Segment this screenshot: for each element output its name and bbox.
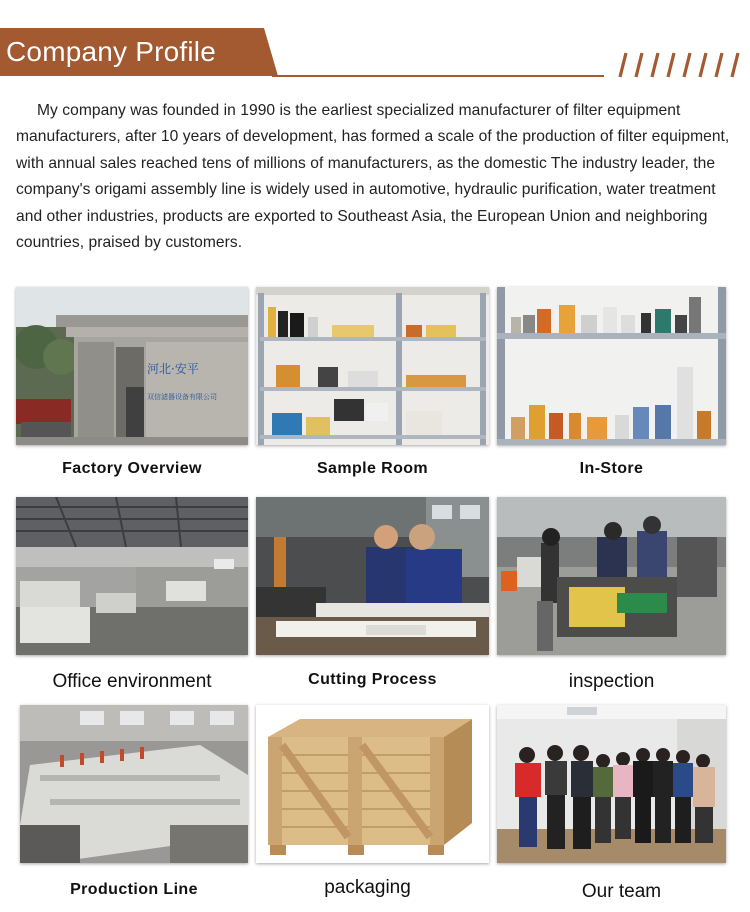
- caption-production-line: Production Line: [70, 881, 198, 898]
- caption-cutting-process: Cutting Process: [308, 671, 437, 688]
- company-intro: My company was founded in 1990 is the earliest specialized manufacturer of filter equipment manufacturers, after 10 years of development, has formed a scale of the production of filter equipment, with annual sales reached tens of millions of manufacturers, as the domestic The industry leader, the company's origami assembly line is widely used in automotive, hydraulic purification, water treatment and other industries, products are exported to Southeast Asia, the European Union and neighboring countries, praised by customers.: [16, 102, 730, 252]
- office-environment-photo: [16, 497, 248, 655]
- page-title: Company Profile: [6, 36, 216, 67]
- cutting-process-photo: [256, 497, 489, 655]
- title-underline: [272, 75, 604, 77]
- our-team-photo: [497, 705, 726, 863]
- in-store-photo: [497, 287, 726, 445]
- caption-factory-overview: Factory Overview: [62, 460, 202, 477]
- factory-overview-photo: [16, 287, 248, 445]
- caption-office-environment: Office environment: [52, 671, 212, 692]
- caption-inspection: inspection: [568, 671, 655, 692]
- slash-decoration: [612, 51, 744, 79]
- caption-in-store: In-Store: [579, 460, 644, 477]
- packaging-photo: [256, 705, 489, 863]
- production-line-photo: [20, 705, 248, 863]
- factory-sign-line1: 河北·安平: [147, 362, 199, 376]
- caption-our-team: Our team: [581, 881, 662, 902]
- sample-room-photo: [256, 287, 489, 445]
- caption-packaging: packaging: [324, 877, 411, 898]
- factory-sign-line2: 双信滤器设备有限公司: [147, 393, 217, 401]
- inspection-photo: [497, 497, 726, 655]
- caption-sample-room: Sample Room: [316, 460, 429, 477]
